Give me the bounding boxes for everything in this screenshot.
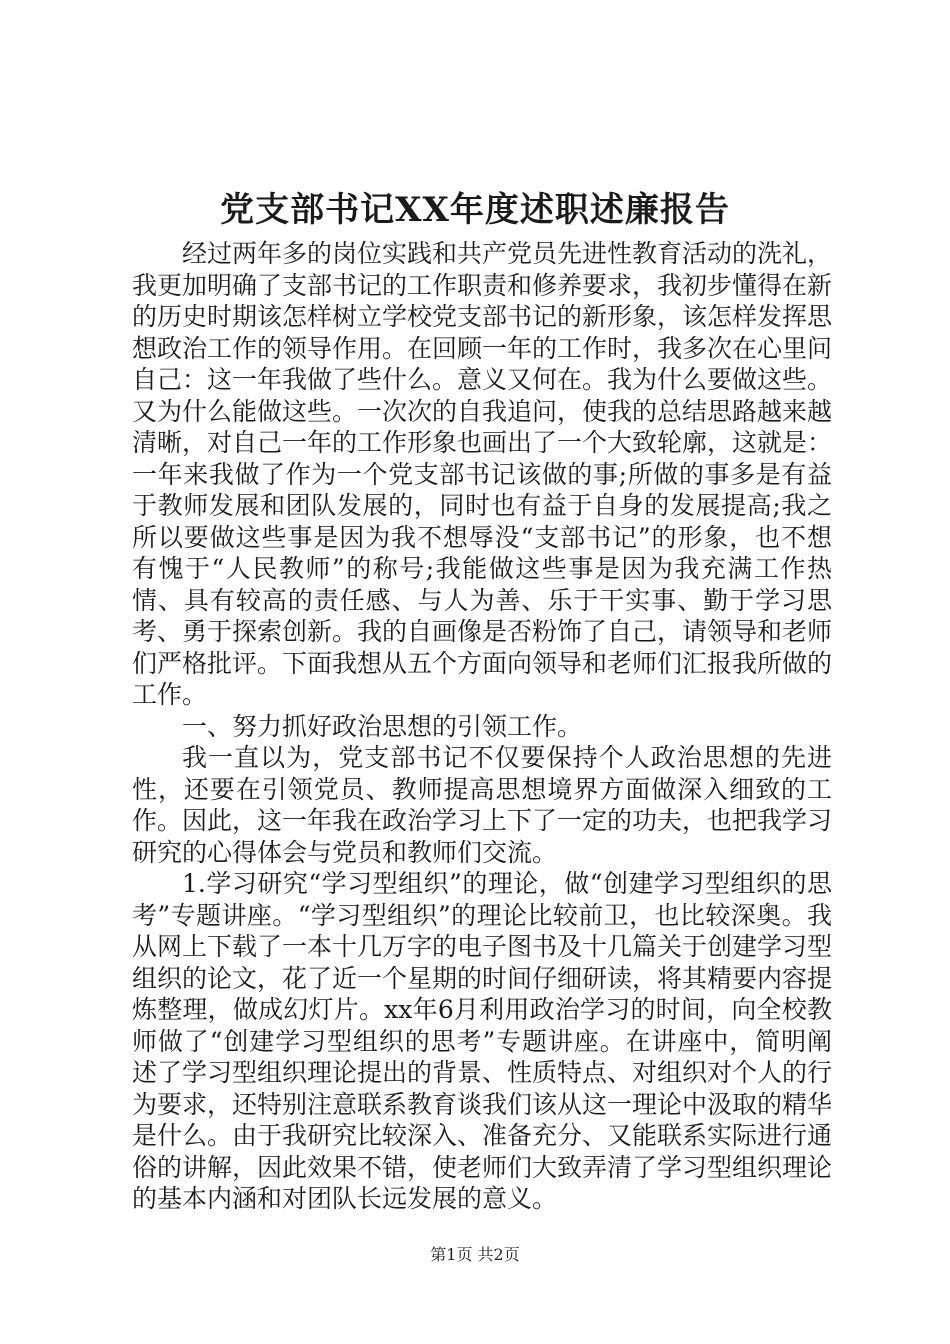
paragraph-item-1: 1.学习研究“学习型组织”的理论，做“创建学习型组织的思考”专题讲座。“学习型组织”的理论比较前卫，也比较深奥。我从网上下载了一本十几万字的电子图书及十几篇关于创建学习型组织的论文，花了近一个星期的时间仔细研读，将其精要内容提炼整理，做成幻灯片。xx年6月利用政治学习的时间，向全校教师做了“创建学习型组织的思考”专题讲座。在讲座中，简明阐述了学习型组织理论提出的背景、性质特点、对组织对个人的行为要求，还特别注意联系教育谈我们该从这一理论中汲取的精华是什么。由于我研究比较深入、准备充分、又能联系实际进行通俗的讲解，因此效果不错，使老师们大致弄清了学习型组织理论的基本内涵和对团队长远发展的意义。 [132, 869, 833, 1213]
paragraph-intro: 经过两年多的岗位实践和共产党员先进性教育活动的洗礼，我更加明确了支部书记的工作职责和修养要求，我初步懂得在新的历史时期该怎样树立学校党支部书记的新形象，该怎样发挥思想政治工作的领导作用。在回顾一年的工作时，我多次在心里问自己：这一年我做了些什么。意义又何在。我为什么要做这些。又为什么能做这些。一次次的自我追问，使我的总结思路越来越清晰，对自己一年的工作形象也画出了一个大致轮廓，这就是：一年来我做了作为一个党支部书记该做的事;所做的事多是有益于教师发展和团队发展的，同时也有益于自身的发展提高;我之所以要做这些事是因为我不想辱没“支部书记”的形象，也不想有愧于“人民教师”的称号;我能做这些事是因为我充满工作热情、具有较高的责任感、与人为善、乐于干实事、勤于学习思考、勇于探索创新。我的自画像是否粉饰了自己，请领导和老师们严格批评。下面我想从五个方面向领导和老师们汇报我所做的工作。 [132, 239, 833, 709]
paragraph-section-1-intro: 我一直以为，党支部书记不仅要保持个人政治思想的先进性，还要在引领党员、教师提高思想境界方面做深入细致的工作。因此，这一年我在政治学习上下了一定的功夫，也把我学习研究的心得体会与党员和教师们交流。 [132, 743, 833, 867]
page-number-footer: 第1页 共2页 [430, 1245, 520, 1264]
document-body [132, 238, 832, 1215]
document-title: 党支部书记XX年度述职述廉报告 [220, 190, 730, 230]
section-heading-1: 一、努力抓好政治思想的引领工作。 [182, 711, 583, 741]
